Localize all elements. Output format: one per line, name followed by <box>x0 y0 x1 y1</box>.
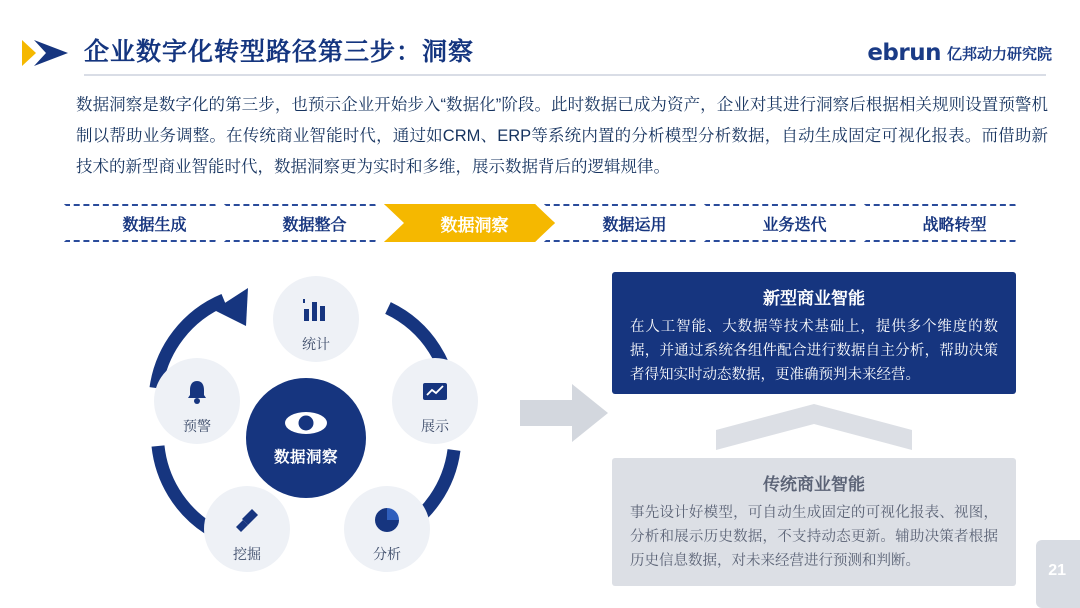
traditional-bi-title: 传统商业智能 <box>763 475 865 494</box>
step-chevron-2[interactable] <box>224 204 395 242</box>
step-chevron-1[interactable] <box>64 204 235 242</box>
step-label: 数据整合 <box>282 216 347 234</box>
diagram-core <box>246 378 366 498</box>
traditional-bi-body: 事先设计好模型，可自动生成固定的可视化报表、视图，分析和展示历史数据，不支持动态更新。辅助决策者根据历史信息数据，对未来经营进行预测和判断。 <box>630 505 998 569</box>
step-label: 数据洞察 <box>440 215 509 235</box>
page-number: 21 <box>1048 562 1066 579</box>
step-chevron-4[interactable] <box>544 204 715 242</box>
right-arrow-icon <box>520 382 608 444</box>
step-chevron-3-active[interactable] <box>384 204 555 242</box>
header-divider <box>84 74 1046 76</box>
node-display[interactable] <box>392 358 478 444</box>
traditional-bi-card <box>612 458 1016 586</box>
bell-icon <box>183 378 211 411</box>
step-label: 战略转型 <box>922 216 987 234</box>
node-label: 展示 <box>421 418 449 434</box>
up-chevron-icon <box>716 404 912 452</box>
node-label: 分析 <box>373 546 401 562</box>
core-label: 数据洞察 <box>273 448 338 466</box>
header-arrow-icon <box>22 36 74 70</box>
node-analysis[interactable] <box>344 486 430 572</box>
node-mining[interactable] <box>204 486 290 572</box>
shovel-icon <box>232 506 262 539</box>
node-label: 预警 <box>183 418 211 434</box>
page-title: 企业数字化转型路径第三步：洞察 <box>84 38 475 66</box>
lead-paragraph: 数据洞察是数字化的第三步，也预示企业开始步入“数据化”阶段。此时数据已成为资产，企业对其进行洞察后根据相关规则设置预警机制以帮助业务调整。在传统商业智能时代，通过如CRM、ERP等系统内置的分析模型分析数据，自动生成固定可视化报表。而借助新技术的新型商业智能时代，数据洞察更为实时和多维，展示数据背后的逻辑规律。 <box>76 96 1048 176</box>
node-statistics[interactable] <box>273 276 359 362</box>
logo-chinese-name: 亿邦动力研究院 <box>946 45 1052 63</box>
step-label: 数据生成 <box>122 216 187 234</box>
new-bi-card <box>612 272 1016 394</box>
step-label: 数据运用 <box>602 216 667 234</box>
node-label: 挖掘 <box>233 546 261 562</box>
pie-chart-icon <box>372 506 402 539</box>
bar-chart-icon <box>301 297 331 328</box>
step-chevron-5[interactable] <box>704 204 875 242</box>
step-label: 业务迭代 <box>762 216 827 234</box>
brand-logo <box>867 38 1052 68</box>
eye-icon <box>283 410 329 441</box>
node-label: 统计 <box>302 336 330 352</box>
step-chevron-6[interactable] <box>864 204 1035 242</box>
new-bi-title: 新型商业智能 <box>763 289 865 308</box>
node-alert[interactable] <box>154 358 240 444</box>
line-chart-icon <box>420 379 450 410</box>
insight-circle-diagram <box>96 258 516 588</box>
logo-mark: ebrun <box>867 40 941 66</box>
new-bi-body: 在人工智能、大数据等技术基础上，提供多个维度的数据，并通过系统各组件配合进行数据自主分析，帮助决策者得知实时动态数据，更准确预判未来经营。 <box>630 319 998 383</box>
step-chevrons <box>64 203 1024 243</box>
